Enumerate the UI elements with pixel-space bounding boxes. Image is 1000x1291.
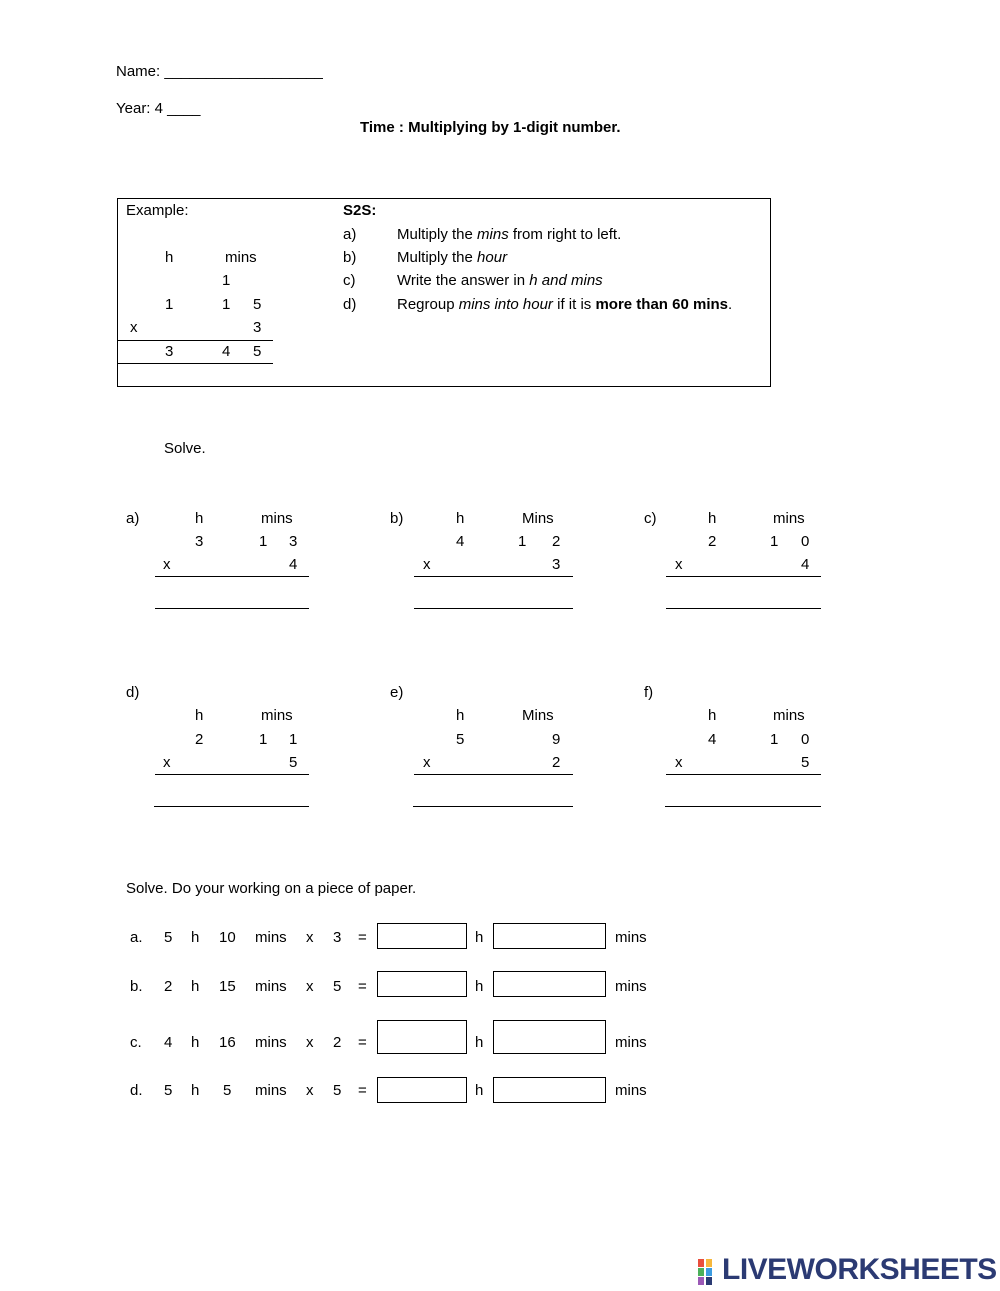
row-letter: a. — [130, 929, 143, 946]
problem-m2-value: 1 — [289, 731, 298, 748]
row-m-unit: mins — [255, 1034, 287, 1051]
row-operator: x — [306, 978, 314, 995]
answer-hours-input[interactable] — [377, 923, 467, 949]
problem-answer-line[interactable] — [665, 806, 821, 807]
answer-m-unit: mins — [615, 978, 647, 995]
problem-multiplier: 4 — [289, 556, 298, 573]
example-label: Example: — [126, 202, 189, 219]
problem-m-label: mins — [261, 707, 293, 724]
solve-instruction: Solve. — [164, 440, 206, 457]
problem-h-label: h — [456, 510, 465, 527]
answer-mins-input[interactable] — [493, 1077, 606, 1103]
row-h-unit: h — [191, 1034, 200, 1051]
answer-h-unit: h — [475, 1034, 484, 1051]
s2s-step-em: mins into hour — [458, 296, 553, 313]
s2s-step-text — [397, 296, 732, 313]
answer-m-unit: mins — [615, 929, 647, 946]
problem-h-label: h — [456, 707, 465, 724]
problem-rule — [414, 576, 573, 577]
answer-mins-input[interactable] — [493, 1020, 606, 1054]
problem-h-value: 3 — [195, 533, 204, 550]
problem-multiplier: 2 — [552, 754, 561, 771]
answer-hours-input[interactable] — [377, 1077, 467, 1103]
problem-rule — [666, 774, 821, 775]
row-operator: x — [306, 1082, 314, 1099]
row-mins: 15 — [219, 978, 236, 995]
s2s-step-text — [397, 226, 621, 243]
problem-operator: x — [423, 556, 431, 573]
s2s-step-text — [397, 272, 603, 289]
answer-h-unit: h — [475, 1082, 484, 1099]
row-equals: = — [358, 978, 367, 995]
example-operator: x — [130, 319, 138, 336]
problem-m-label: mins — [773, 510, 805, 527]
problem-letter: e) — [390, 684, 404, 701]
problem-rule — [414, 774, 573, 775]
row-mins: 5 — [223, 1082, 232, 1099]
row-equals: = — [358, 1082, 367, 1099]
example-col-h: h — [165, 249, 174, 266]
row-m-unit: mins — [255, 978, 287, 995]
s2s-step-letter: c) — [343, 272, 356, 289]
problem-multiplier: 4 — [801, 556, 810, 573]
example-row1-m1: 1 — [222, 296, 231, 313]
s2s-step-em: h and mins — [529, 272, 603, 289]
problem-operator: x — [423, 754, 431, 771]
problem-answer-line[interactable] — [155, 608, 309, 609]
problem-answer-line[interactable] — [666, 608, 821, 609]
problem-letter: a) — [126, 510, 140, 527]
problem-h-value: 2 — [708, 533, 717, 550]
answer-m-unit: mins — [615, 1034, 647, 1051]
s2s-step-pre: Write the answer in — [397, 272, 530, 289]
problem-h-value: 2 — [195, 731, 204, 748]
problem-m1-value: 1 — [259, 533, 268, 550]
problem-answer-line[interactable] — [414, 608, 573, 609]
s2s-step-em: mins — [477, 226, 509, 243]
problem-multiplier: 5 — [289, 754, 298, 771]
problem-h-value: 5 — [456, 731, 465, 748]
row-multiplier: 5 — [333, 978, 342, 995]
problem-answer-line[interactable] — [413, 806, 573, 807]
row-h-unit: h — [191, 978, 200, 995]
answer-h-unit: h — [475, 978, 484, 995]
row-mins: 10 — [219, 929, 236, 946]
row-operator: x — [306, 929, 314, 946]
s2s-step-pre: Regroup — [397, 296, 459, 313]
problem-rule — [155, 576, 309, 577]
row-equals: = — [358, 1034, 367, 1051]
s2s-step-em: hour — [477, 249, 508, 266]
problem-m2-value: 0 — [801, 533, 810, 550]
s2s-step-post: . — [728, 296, 733, 313]
example-carry: 1 — [222, 272, 231, 289]
problem-letter: c) — [644, 510, 657, 527]
row-letter: c. — [130, 1034, 142, 1051]
example-ans-h: 3 — [165, 343, 174, 360]
row-equals: = — [358, 929, 367, 946]
problem-letter: b) — [390, 510, 404, 527]
answer-hours-input[interactable] — [377, 971, 467, 997]
s2s-step-post: from right to left. — [508, 226, 622, 243]
problem-m1-value: 1 — [518, 533, 527, 550]
example-ans-m2: 5 — [253, 343, 262, 360]
s2s-step-letter: a) — [343, 226, 357, 243]
row-operator: x — [306, 1034, 314, 1051]
row-multiplier: 2 — [333, 1034, 342, 1051]
problem-h-value: 4 — [708, 731, 717, 748]
s2s-step-strong: more than 60 mins — [595, 296, 728, 313]
answer-hours-input[interactable] — [377, 1020, 467, 1054]
row-hours: 5 — [164, 929, 173, 946]
row-mins: 16 — [219, 1034, 236, 1051]
problem-operator: x — [675, 556, 683, 573]
example-col-mins: mins — [225, 249, 257, 266]
problem-h-label: h — [708, 707, 717, 724]
problem-m-label: Mins — [522, 707, 554, 724]
answer-h-unit: h — [475, 929, 484, 946]
problem-m2-value: 9 — [552, 731, 561, 748]
problem-m1-value: 1 — [259, 731, 268, 748]
row-h-unit: h — [191, 929, 200, 946]
s2s-step-letter: b) — [343, 249, 357, 266]
problem-h-label: h — [708, 510, 717, 527]
s2s-step-text — [397, 249, 507, 266]
s2s-title: S2S: — [343, 202, 377, 219]
row-letter: d. — [130, 1082, 143, 1099]
row-hours: 5 — [164, 1082, 173, 1099]
example-row1-h: 1 — [165, 296, 174, 313]
row-hours: 4 — [164, 1034, 173, 1051]
problem-letter: d) — [126, 684, 140, 701]
problem-operator: x — [675, 754, 683, 771]
problem-h-label: h — [195, 707, 204, 724]
logo-text: LIVEWORKSHEETS — [722, 1253, 997, 1286]
example-rule-top — [117, 340, 273, 341]
problem-answer-line[interactable] — [154, 806, 309, 807]
row-m-unit: mins — [255, 929, 287, 946]
example-table-divider — [117, 363, 273, 364]
problem-m-label: mins — [773, 707, 805, 724]
name-field-label: Name: ___________________ — [116, 63, 323, 80]
problem-h-label: h — [195, 510, 204, 527]
problem-multiplier: 3 — [552, 556, 561, 573]
liveworksheets-logo — [698, 1253, 997, 1287]
problem-m-label: Mins — [522, 510, 554, 527]
example-row1-m2: 5 — [253, 296, 262, 313]
example-ans-m1: 4 — [222, 343, 231, 360]
problem-rule — [666, 576, 821, 577]
solve-instruction-2: Solve. Do your working on a piece of paper. — [126, 880, 417, 897]
row-h-unit: h — [191, 1082, 200, 1099]
s2s-step-letter: d) — [343, 296, 357, 313]
problem-operator: x — [163, 754, 171, 771]
row-m-unit: mins — [255, 1082, 287, 1099]
problem-h-value: 4 — [456, 533, 465, 550]
answer-m-unit: mins — [615, 1082, 647, 1099]
example-multiplier: 3 — [253, 319, 262, 336]
problem-m2-value: 3 — [289, 533, 298, 550]
problem-m2-value: 0 — [801, 731, 810, 748]
s2s-step-pre: Multiply the — [397, 226, 478, 243]
problem-m-label: mins — [261, 510, 293, 527]
problem-m2-value: 2 — [552, 533, 561, 550]
problem-m1-value: 1 — [770, 731, 779, 748]
problem-letter: f) — [644, 684, 654, 701]
row-hours: 2 — [164, 978, 173, 995]
answer-mins-input[interactable] — [493, 971, 606, 997]
problem-operator: x — [163, 556, 171, 573]
row-letter: b. — [130, 978, 143, 995]
problem-rule — [155, 774, 309, 775]
s2s-step-mid: if it is — [552, 296, 596, 313]
problem-multiplier: 5 — [801, 754, 810, 771]
s2s-step-pre: Multiply the — [397, 249, 478, 266]
logo-mark-icon — [698, 1259, 720, 1285]
row-multiplier: 3 — [333, 929, 342, 946]
problem-m1-value: 1 — [770, 533, 779, 550]
year-field-label: Year: 4 ____ — [116, 100, 201, 117]
row-multiplier: 5 — [333, 1082, 342, 1099]
answer-mins-input[interactable] — [493, 923, 606, 949]
worksheet-title: Time : Multiplying by 1-digit number. — [360, 119, 621, 136]
